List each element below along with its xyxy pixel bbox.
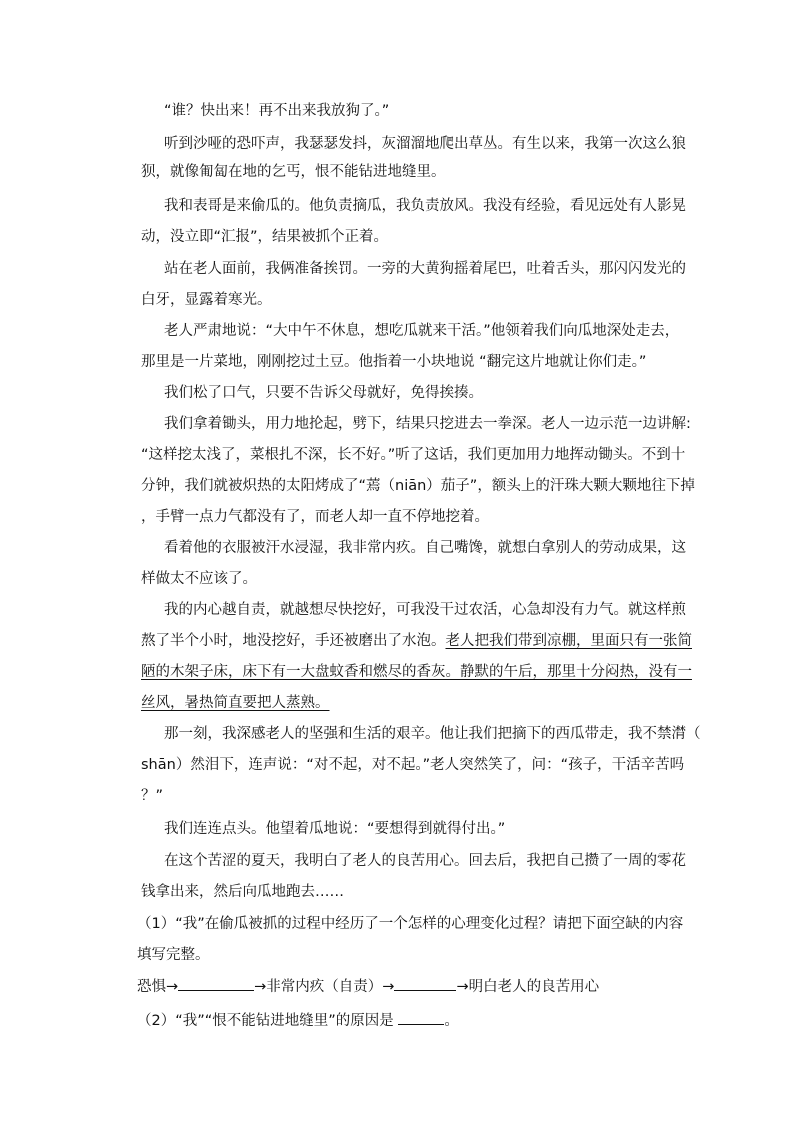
chain-start: 恐惧→ [137, 979, 179, 995]
paragraph-line: 我的内心越自责，就越想尽快挖好，可我没干过农活，心急却没有力气。就这样煎 [164, 602, 686, 618]
paragraph-line: 动，没立即“汇报”，结果被抓个正着。 [141, 229, 389, 245]
paragraph-line: “这样挖太浅了，菜根扎不深，长不好。”听了这话，我们更加用力地挥动锄头。不到十 [141, 447, 686, 463]
paragraph-line: 我们拿着锄头，用力地抡起，劈下，结果只挖进去一拳深。老人一边示范一边讲解: [164, 416, 691, 432]
paragraph-line [141, 662, 692, 682]
paragraph-line: 我们连连点头。他望着瓜地说：“要想得到就得付出。” [164, 821, 506, 837]
paragraph-line: 听到沙哑的恐吓声，我瑟瑟发抖，灰溜溜地爬出草丛。有生以来，我第一次这么狼 [164, 136, 686, 152]
chain-end: →明白老人的良苦用心 [456, 979, 600, 995]
paragraph-line: 看着他的衣服被汗水浸湿，我非常内疚。自己嘴馋，就想白拿别人的劳动成果，这 [164, 540, 686, 556]
paragraph-line: “谁？快出来！再不出来我放狗了。” [164, 103, 390, 119]
paragraph-line: 在这个苦涩的夏天，我明白了老人的良苦用心。回去后，我把自己攒了一周的零花 [164, 853, 686, 869]
paragraph-line: 我和表哥是来偷瓜的。他负责摘瓜，我负责放风。我没有经验，看见远处有人影晃 [164, 198, 686, 214]
paragraph-line: shān）然泪下，连声说：“对不起，对不起。”老人突然笑了，问：“孩子，干活辛苦吗 [141, 757, 685, 773]
paragraph-line: 丝风，暑热简直要把人蒸熟。 [141, 695, 330, 711]
question-2-end: 。 [444, 1013, 459, 1029]
paragraph-line: 我们松了口气，只要不告诉父母就好，免得挨揍。 [164, 385, 483, 401]
emotion-chain [137, 976, 599, 997]
underlined-text: 陋的木架子床，床下有一大盘蚊香和燃尽的香灰。 [141, 664, 460, 680]
paragraph-line: ？” [141, 788, 164, 804]
answer-blank-1[interactable] [178, 976, 254, 991]
paragraph-line: 那一刻，我深感老人的坚强和生活的艰辛。他让我们把摘下的西瓜带走，我不禁潸（ [164, 726, 701, 742]
paragraph-line: 钱拿出来，然后向瓜地跑去…… [141, 884, 344, 900]
underlined-text: 老人把我们带到凉棚，里面只有一张简 [445, 633, 692, 649]
underlined-text: 静默的午后，那里十分闷热，没有一 [460, 664, 692, 680]
question-2-text: （2）“我”“恨不能钻进地缝里”的原因是 [137, 1013, 394, 1029]
paragraph-line: 分钟，我们就被炽热的太阳烤成了“蔫（niān）茄子”，额头上的汗珠大颗大颗地往下掉 [141, 478, 695, 494]
question-1-line: 填写完整。 [137, 947, 210, 963]
paragraph-line: 狈，就像匍匐在地的乞丐，恨不能钻进地缝里。 [141, 164, 446, 180]
paragraph-line: 那里是一片菜地，刚刚挖过土豆。他指着一小块地说 “翻完这片地就让你们走。” [141, 354, 647, 370]
paragraph-line [141, 631, 692, 651]
answer-blank-3[interactable] [398, 1010, 444, 1025]
paragraph-line: ，手臂一点力气都没有了，而老人却一直不停地挖着。 [141, 509, 489, 525]
question-1-line: （1）“我”在偷瓜被抓的过程中经历了一个怎样的心理变化过程？请把下面空缺的内容 [137, 916, 684, 932]
paragraph-line: 样做太不应该了。 [141, 571, 257, 587]
paragraph-line: 白牙，显露着寒光。 [141, 292, 272, 308]
paragraph-line: 站在老人面前，我俩准备挨罚。一旁的大黄狗摇着尾巴，吐着舌头，那闪闪发光的 [164, 261, 686, 277]
answer-blank-2[interactable] [394, 976, 456, 991]
plain-text: 熬了半个小时，地没挖好，手还被磨出了水泡。 [141, 633, 446, 649]
paragraph-line: 老人严肃地说：“大中午不休息，想吃瓜就来干活。”他领着我们向瓜地深处走去， [164, 323, 680, 339]
chain-middle: →非常内疚（自责）→ [254, 979, 395, 995]
question-2-line [137, 1010, 459, 1031]
